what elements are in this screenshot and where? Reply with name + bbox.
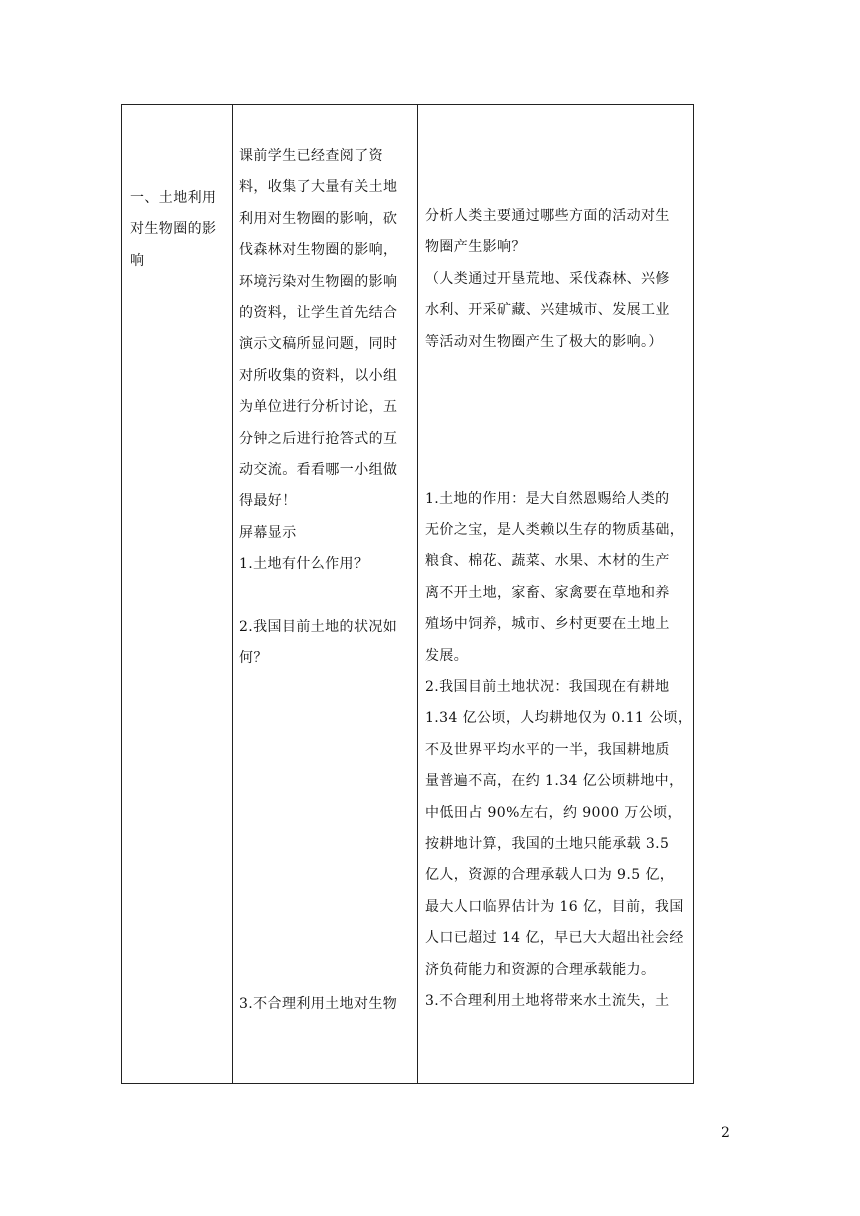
activity-line: 利用对生物圈的影响，砍 — [239, 210, 398, 227]
activity-line: 环境污染对生物圈的影响 — [239, 273, 398, 290]
activity-line: 屏幕显示 — [239, 524, 297, 541]
topic-text — [130, 183, 226, 277]
activity-line: 对所收集的资料，以小组 — [239, 367, 398, 384]
cell-content — [417, 105, 695, 1083]
activity-line: 何？ — [239, 650, 268, 667]
activity-line: 料，收集了大量有关土地 — [239, 179, 398, 196]
content-line: 量普遍不高，在约 1.34 亿公顷耕地中， — [425, 773, 684, 790]
content-line: （人类通过开垦荒地、采伐森林、兴修 — [425, 270, 670, 287]
content-line: 中低田占 90%左右，约 9000 万公顷， — [425, 804, 682, 821]
activity-line: 为单位进行分析讨论，五 — [239, 399, 398, 416]
activity-line: 课前学生已经查阅了资 — [239, 148, 383, 164]
activity-line: 2.我国目前土地的状况如 — [239, 619, 398, 636]
activity-line: 得最好！ — [239, 493, 297, 510]
content-line: 粮食、棉花、蔬菜、水果、木材的生产 — [425, 553, 670, 570]
topic-line: 响 — [130, 252, 145, 269]
content-line: 2.我国目前土地状况：我国现在有耕地 — [425, 679, 670, 696]
activity-line: 动交流。看看哪一小组做 — [239, 462, 398, 479]
content-line — [425, 358, 687, 389]
content-line — [425, 421, 687, 452]
content-line: 殖场中饲养，城市、乡村更要在土地上 — [425, 616, 670, 633]
content-line — [425, 452, 687, 483]
cell-topic — [122, 105, 232, 1083]
content-line: 水利、开采矿藏、兴建城市、发展工业 — [425, 302, 670, 319]
activity-line: 演示文稿所显问题，同时 — [239, 336, 398, 353]
activity-line: 分钟之后进行抢答式的互 — [239, 430, 398, 447]
cell-activity — [232, 105, 417, 1083]
content-line: 发展。 — [425, 647, 469, 664]
activity-line: 3.不合理利用土地对生物 — [239, 995, 398, 1012]
content-line: 最大人口临界估计为 16 亿，目前，我国 — [425, 898, 684, 915]
page-number: 2 — [721, 1125, 730, 1141]
topic-line: 对生物圈的影 — [130, 221, 217, 238]
content-text — [425, 201, 693, 1018]
content-line: 无价之宝，是人类赖以生存的物质基础， — [425, 522, 685, 538]
content-line — [425, 389, 687, 420]
content-line: 分析人类主要通过哪些方面的活动对生 — [425, 208, 670, 224]
content-line: 等活动对生物圈产生了极大的影响。） — [425, 333, 663, 350]
topic-line: 一、土地利用 — [130, 190, 217, 206]
activity-line: 1.土地有什么作用？ — [239, 556, 369, 573]
content-line: 1.34 亿公顷，人均耕地仅为 0.11 公顷， — [425, 710, 693, 727]
content-line: 人口已超过 14 亿，早已大大超出社会经 — [425, 930, 684, 947]
content-table — [121, 104, 694, 1084]
content-line: 3.不合理利用土地将带来水土流失，土 — [425, 993, 670, 1010]
content-line: 1.土地的作用：是大自然恩赐给人类的 — [425, 490, 670, 507]
content-line: 济负荷能力和资源的合理承载能力。 — [425, 961, 656, 978]
activity-line: 的资料，让学生首先结合 — [239, 305, 398, 322]
content-line: 不及世界平均水平的一半，我国耕地质 — [425, 741, 670, 758]
content-line: 离不开土地，家畜、家禽要在草地和养 — [425, 584, 670, 601]
content-line: 亿人，资源的合理承载人口为 9.5 亿， — [425, 867, 675, 884]
activity-line: 伐森林对生物圈的影响， — [239, 242, 398, 259]
content-line: 按耕地计算，我国的土地只能承载 3.5 — [425, 836, 670, 853]
content-line: 物圈产生影响？ — [425, 239, 526, 256]
